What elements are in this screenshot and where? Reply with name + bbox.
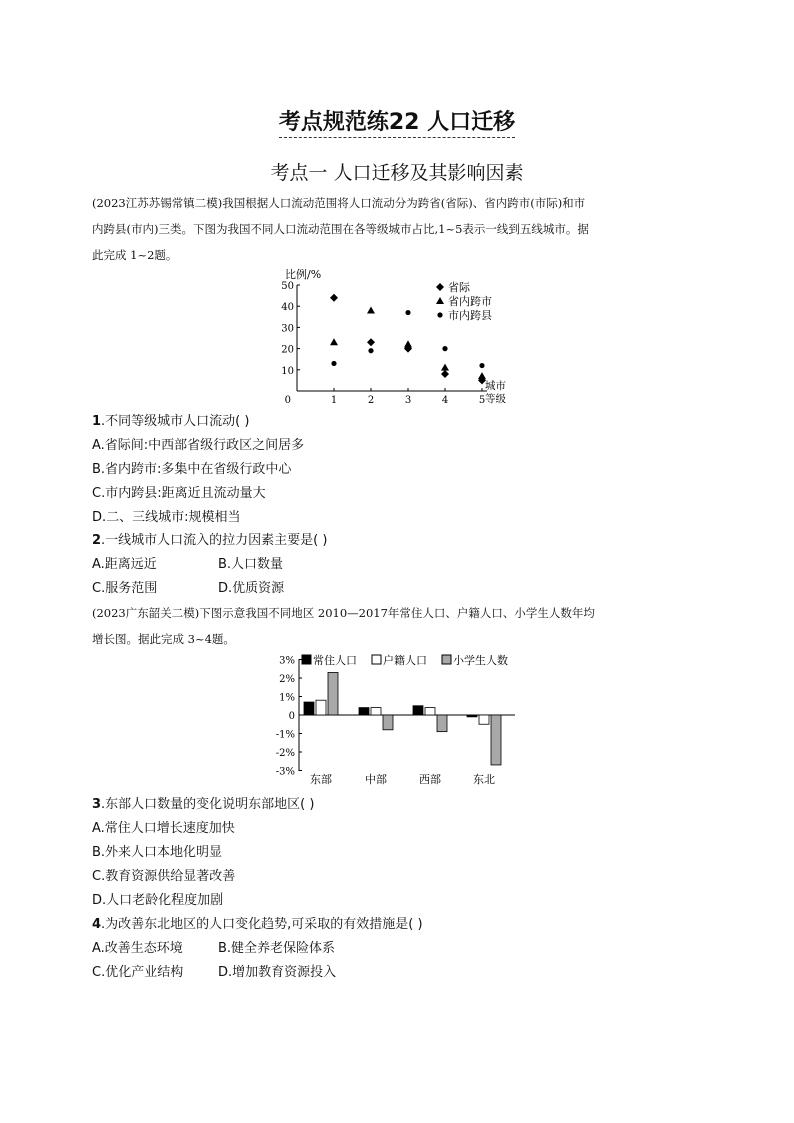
question-stem: .东部人口数量的变化说明东部地区( ) — [101, 797, 315, 812]
bar-pupils — [328, 672, 338, 715]
category-label: 东北 — [473, 773, 495, 786]
page-title: 考点规范练22 人口迁移 — [0, 105, 794, 136]
question-number: 3 — [92, 797, 102, 812]
section-heading: 考点一 人口迁移及其影响因素 — [270, 162, 524, 184]
option-b[interactable]: B.省内跨市:多集中在省级行政中心 — [92, 462, 292, 477]
intro-line: 增长图。据此完成 3~4题。 — [92, 632, 235, 646]
bar-resident — [467, 715, 477, 717]
origin-label: 0 — [284, 395, 291, 405]
legend — [302, 653, 508, 667]
y-tick-label: 40 — [281, 302, 294, 314]
point-interprovincial — [441, 370, 449, 378]
option-d[interactable]: D.增加教育资源投入 — [218, 965, 337, 980]
option-a[interactable]: A.常住人口增长速度加快 — [92, 821, 235, 836]
option-b[interactable]: B.人口数量 — [218, 557, 284, 572]
y-tick-label: 10 — [281, 365, 294, 377]
y-tick-label: 1% — [279, 692, 295, 704]
bar-pupils — [491, 715, 501, 765]
point-intercity — [441, 364, 449, 371]
legend — [436, 280, 492, 322]
option-c[interactable]: C.服务范围 — [92, 581, 158, 596]
legend-label: 小学生人数 — [453, 654, 508, 667]
y-tick-label: 3% — [279, 655, 295, 667]
y-tick-label: -1% — [275, 729, 295, 741]
x-tick-label: 4 — [441, 395, 449, 405]
y-tick-label: 30 — [281, 323, 294, 335]
bar-resident — [304, 702, 314, 715]
option-c[interactable]: C.市内跨县:距离近且流动量大 — [92, 486, 266, 501]
legend-diamond-marker — [436, 283, 444, 291]
point-interprovincial — [367, 338, 375, 346]
option-d[interactable]: D.优质资源 — [218, 581, 285, 596]
y-tick-label: 50 — [281, 281, 294, 292]
point-intracounty — [368, 348, 373, 353]
y-tick-label: 20 — [281, 344, 294, 356]
bar-resident — [359, 708, 369, 715]
legend-label: 省内跨市 — [448, 295, 492, 308]
option-a[interactable]: A.距离远近 — [92, 557, 157, 572]
point-intercity — [404, 340, 412, 347]
bar-registered — [479, 715, 489, 724]
intro-line: (2023广东韶关二模)下图示意我国不同地区 2010—2017年常住人口、户籍人口、小学生人数年均 — [92, 606, 595, 620]
point-intercity — [330, 338, 338, 345]
question-number: 2 — [92, 533, 102, 548]
question-3 — [92, 793, 314, 913]
question-number: 1 — [92, 414, 102, 429]
intro-paragraph-2 — [92, 600, 704, 652]
question-2 — [92, 529, 327, 601]
legend-label: 户籍人口 — [383, 654, 427, 667]
point-intracounty — [442, 346, 447, 351]
legend-triangle-marker — [436, 297, 444, 304]
intro-line: 内跨县(市内)三类。下图为我国不同人口流动范围在各等级城市占比,1~5表示一线到五线城市。据 — [92, 222, 589, 236]
point-intracounty — [479, 363, 484, 368]
bar-resident — [413, 706, 423, 715]
option-c[interactable]: C.优化产业结构 — [92, 965, 184, 980]
option-d[interactable]: D.人口老龄化程度加剧 — [92, 893, 224, 908]
intro-paragraph-1 — [92, 190, 704, 268]
category-label: 中部 — [365, 773, 387, 786]
question-4 — [92, 913, 423, 985]
option-a[interactable]: A.省际间:中西部省级行政区之间居多 — [92, 438, 305, 453]
point-intercity — [367, 306, 375, 313]
x-axis-label-line1: 城市 — [485, 380, 506, 392]
intro-line: 此完成 1~2题。 — [92, 248, 178, 262]
question-stem: .不同等级城市人口流动( ) — [101, 414, 250, 429]
legend-label: 常住人口 — [313, 654, 357, 667]
option-b[interactable]: B.外来人口本地化明显 — [92, 845, 223, 860]
y-tick-label: 0 — [288, 711, 295, 722]
point-intracounty — [331, 361, 336, 366]
legend-label: 市内跨县 — [448, 309, 492, 322]
point-interprovincial — [330, 294, 338, 302]
point-intercity — [478, 372, 486, 379]
x-axis-label-line2: 等级 — [485, 393, 506, 405]
y-tick-label: 2% — [279, 674, 295, 685]
option-b[interactable]: B.健全养老保险体系 — [218, 941, 336, 956]
question-number: 4 — [92, 917, 102, 932]
bar-registered — [425, 708, 435, 715]
bar-chart — [270, 652, 520, 787]
x-tick-label: 5 — [478, 395, 486, 405]
option-d[interactable]: D.二、三线城市:规模相当 — [92, 510, 241, 525]
category-label: 西部 — [419, 773, 441, 786]
option-a[interactable]: A.改善生态环境 — [92, 941, 183, 956]
question-stem: .为改善东北地区的人口变化趋势,可采取的有效措施是( ) — [101, 917, 423, 932]
legend-swatch-black — [302, 655, 311, 664]
bar-registered — [371, 708, 381, 715]
y-tick-label: -3% — [275, 766, 295, 778]
x-tick-label: 3 — [404, 395, 412, 405]
bar-registered — [316, 700, 326, 715]
y-axis-label: 比例/% — [285, 268, 322, 281]
question-stem: .一线城市人口流入的拉力因素主要是( ) — [101, 533, 328, 548]
scatter-chart — [275, 265, 515, 405]
x-tick-label: 1 — [330, 395, 338, 405]
bar-pupils — [437, 715, 447, 732]
y-tick-label: -2% — [275, 748, 295, 759]
legend-dot-marker — [437, 312, 442, 317]
category-label: 东部 — [310, 773, 332, 786]
legend-swatch-gray — [442, 655, 451, 664]
legend-swatch-white — [372, 655, 381, 664]
option-c[interactable]: C.教育资源供给显著改善 — [92, 869, 236, 884]
intro-line: (2023江苏苏锡常镇二模)我国根据人口流动范围将人口流动分为跨省(省际)、省内跨市(市际)和市 — [92, 196, 586, 210]
x-tick-label: 2 — [367, 395, 375, 405]
legend-label: 省际 — [448, 281, 470, 294]
point-intracounty — [405, 310, 410, 315]
question-1 — [92, 410, 304, 530]
bar-pupils — [383, 715, 393, 730]
